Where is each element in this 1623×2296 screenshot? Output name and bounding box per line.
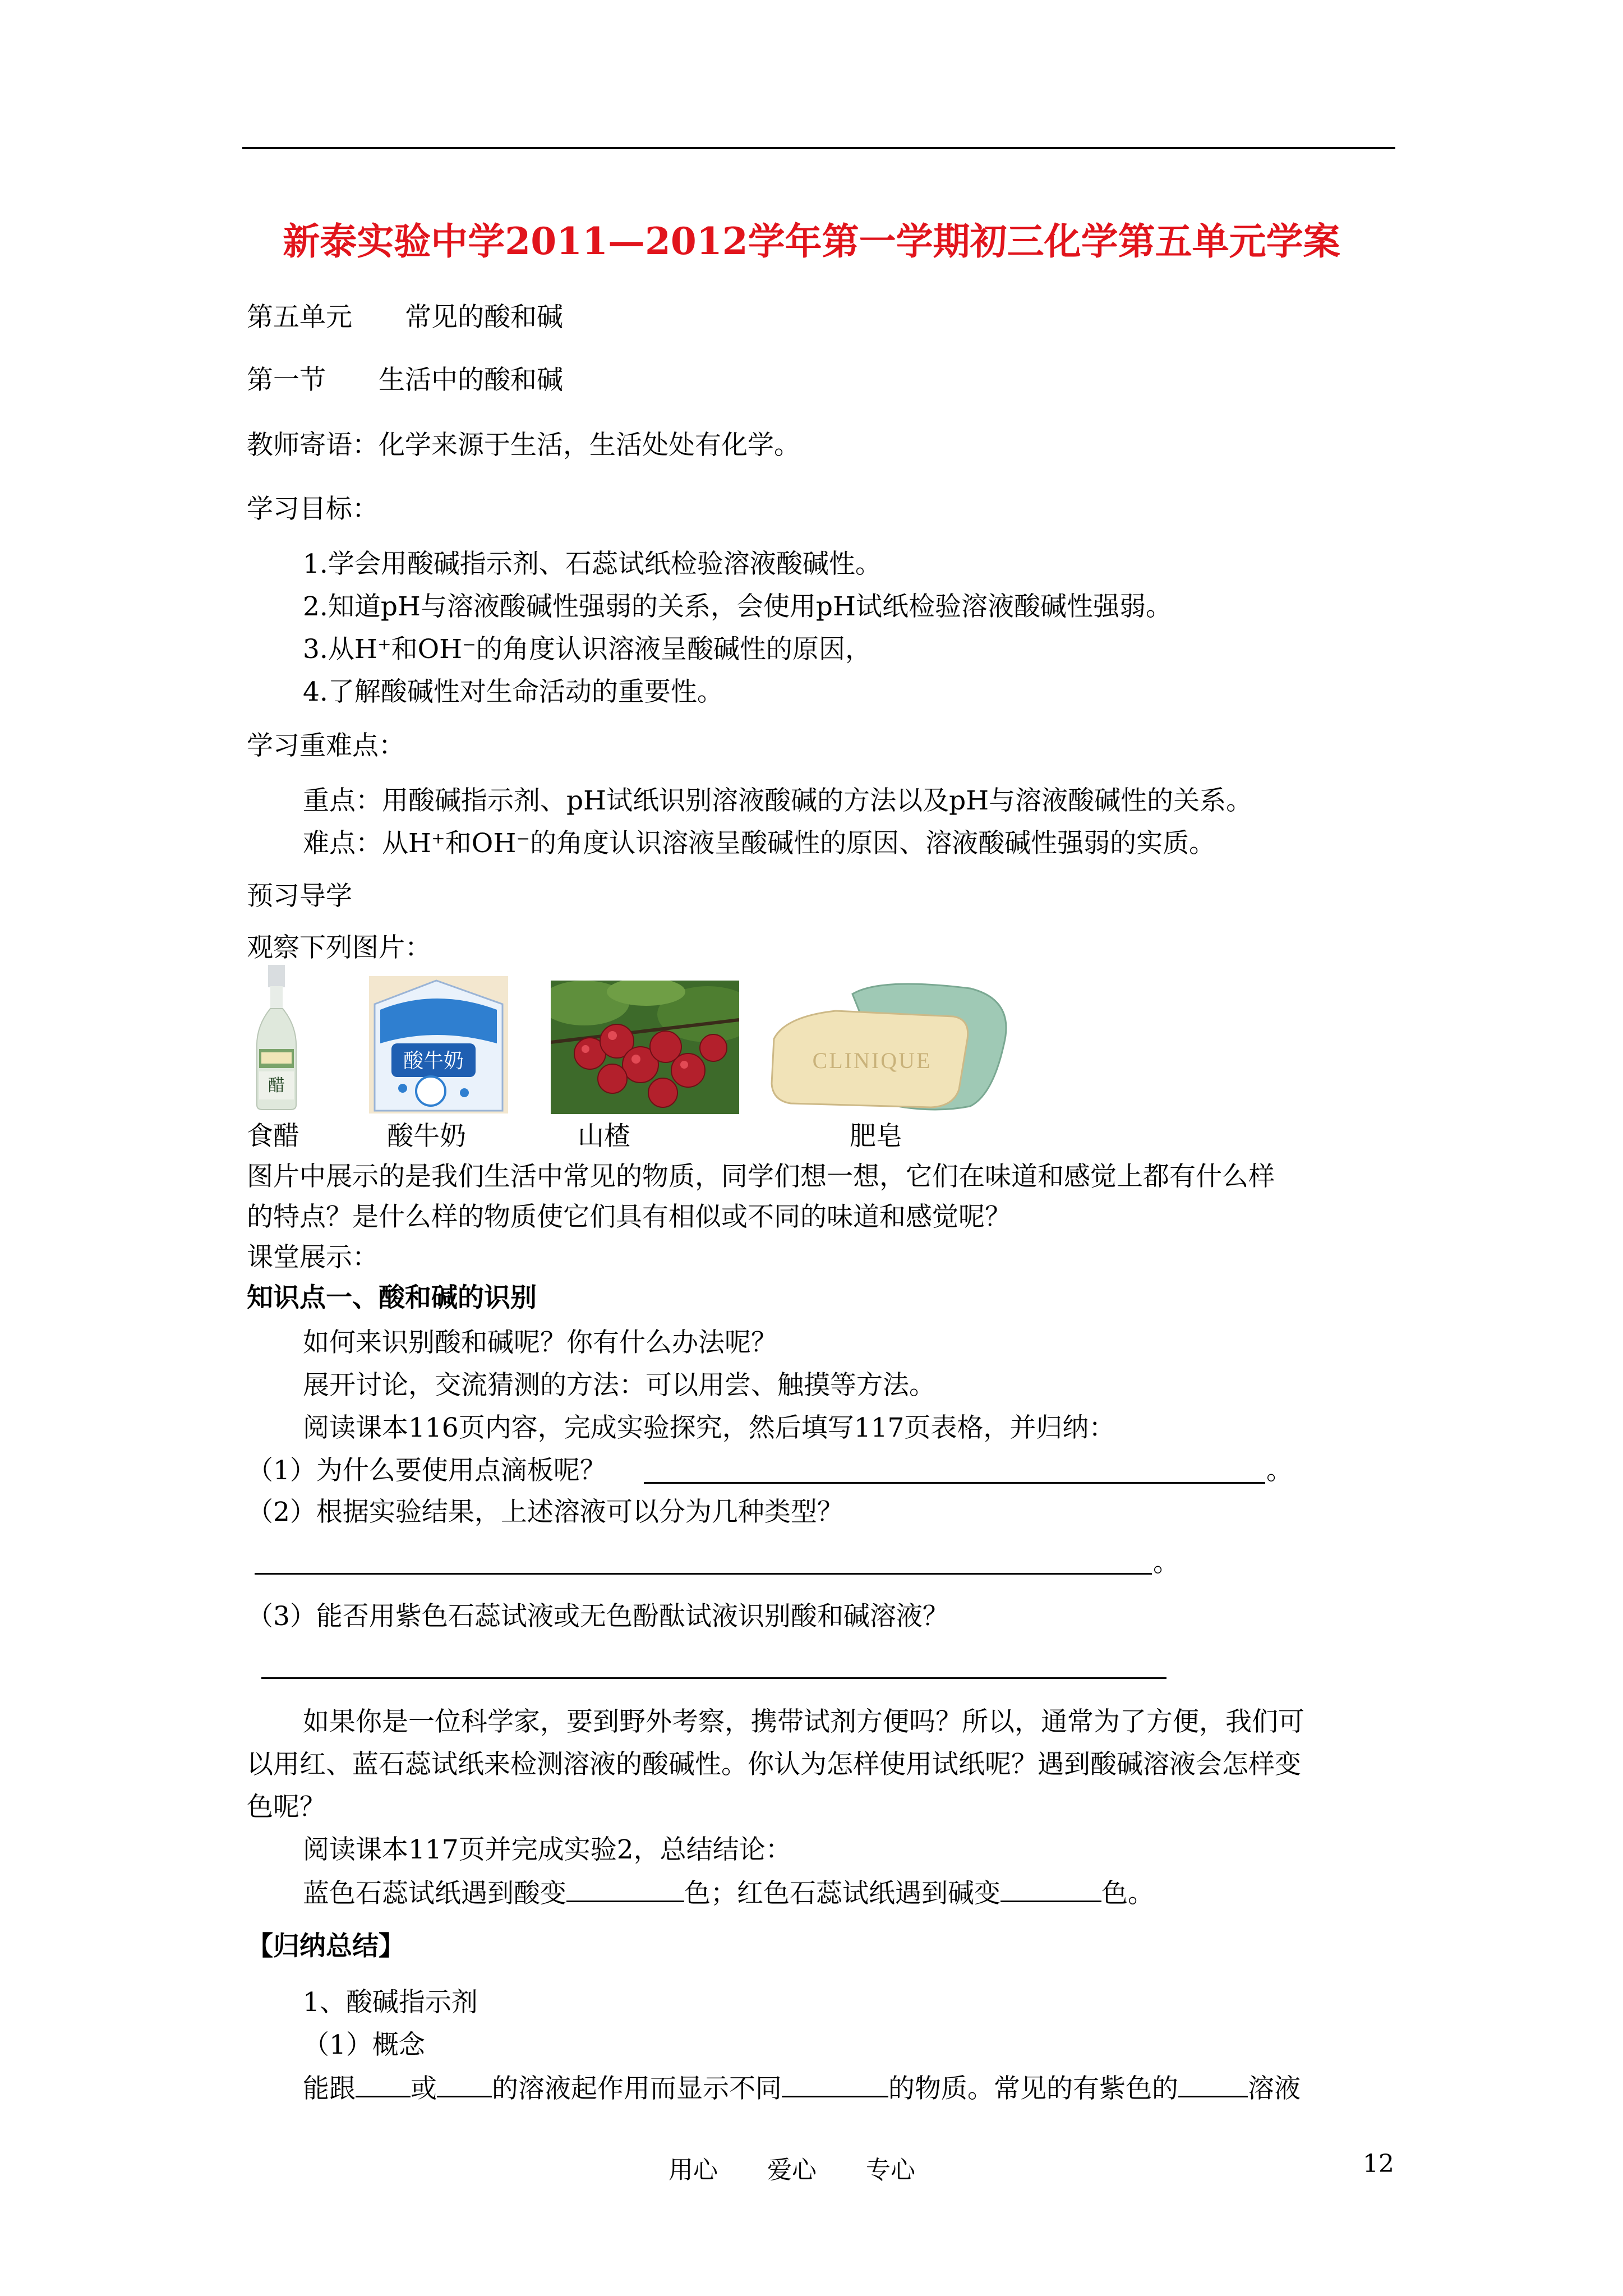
hawthorn-image [551, 981, 739, 1114]
answer-blank-1[interactable] [644, 1482, 1265, 1484]
caption-soap: 肥皂 [850, 1121, 902, 1152]
scientist-paragraph-line1: 如果你是一位科学家，要到野外考察，携带试剂方便吗？所以，通常为了方便，我们可 [303, 1706, 1304, 1737]
caption-yogurt: 酸牛奶 [387, 1121, 466, 1152]
summary-heading: 【归纳总结】 [247, 1931, 405, 1962]
answer-blank-2[interactable] [255, 1573, 1152, 1575]
document-title: 新泰实验中学2011—2012学年第一学期初三化学第五单元学案 [283, 219, 1340, 263]
goal-item: 2.知道pH与溶液酸碱性强弱的关系，会使用pH试纸检验溶液酸碱性强弱。 [303, 591, 1172, 622]
litmus-text-b: 色；红色石蕊试纸遇到碱变 [684, 1878, 1000, 1909]
page-number: 12 [1363, 2150, 1394, 2178]
kp1-question: 如何来识别酸和碱呢？你有什么办法呢？ [303, 1327, 777, 1358]
concept-text-d: 的物质。常见的有紫色的 [888, 2073, 1178, 2104]
concept-blank-3[interactable] [782, 2071, 888, 2097]
goal-item: 1.学会用酸碱指示剂、石蕊试纸检验溶液酸碱性。 [303, 549, 882, 579]
header-rule [242, 147, 1395, 149]
litmus-text-a: 蓝色石蕊试纸遇到酸变 [303, 1878, 566, 1909]
class-heading: 课堂展示： [247, 1242, 379, 1273]
summary-item-1: 1、酸碱指示剂 [303, 1987, 478, 2018]
difficult-point: 难点：从H⁺和OH⁻的角度认识溶液呈酸碱性的原因、溶液酸碱性强弱的实质。 [303, 828, 1216, 859]
vinegar-bottle-image [253, 965, 299, 1111]
key-heading: 学习重难点： [247, 730, 405, 761]
svg-text:醋: 醋 [268, 1076, 285, 1096]
litmus-blank-2[interactable] [1000, 1876, 1101, 1902]
read-117: 阅读课本117页并完成实验2，总结结论： [303, 1834, 792, 1865]
answer-blank-3[interactable] [261, 1677, 1166, 1679]
goal-item: 4.了解酸碱性对生命活动的重要性。 [303, 677, 723, 707]
scientist-paragraph-line2: 以用红、蓝石蕊试纸来检测溶液的酸碱性。你认为怎样使用试纸呢？遇到酸碱溶液会怎样变 [247, 1749, 1301, 1780]
knowledge-point-1-heading: 知识点一、酸和碱的识别 [247, 1282, 537, 1313]
key-point: 重点：用酸碱指示剂、pH试纸识别溶液酸碱的方法以及pH与溶液酸碱性的关系。 [303, 785, 1253, 816]
question-1: （1）为什么要使用点滴板呢？ [247, 1455, 606, 1486]
caption-vinegar: 食醋 [247, 1121, 299, 1152]
caption-hawthorn: 山楂 [578, 1121, 630, 1152]
preview-heading: 预习导学 [247, 881, 352, 912]
litmus-conclusion [303, 1876, 1154, 1911]
question-2: （2）根据实验结果，上述溶液可以分为几种类型？ [247, 1497, 843, 1527]
svg-text:CLINIQUE: CLINIQUE [812, 1048, 932, 1073]
scientist-paragraph-line3: 色呢？ [247, 1792, 326, 1823]
concept-blank-2[interactable] [437, 2071, 492, 2097]
goals-heading: 学习目标： [247, 494, 379, 524]
litmus-blank-1[interactable] [566, 1876, 684, 1902]
question-2-end: 。 [1153, 1547, 1179, 1578]
kp1-discussion: 展开讨论，交流猜测的方法：可以用尝、触摸等方法。 [303, 1370, 935, 1401]
footer-motto: 用心 爱心 专心 [668, 2156, 915, 2184]
question-paragraph-line2: 的特点？是什么样的物质使它们具有相似或不同的味道和感觉呢？ [247, 1202, 1011, 1232]
concept-sentence [303, 2071, 1301, 2106]
concept-text-e: 溶液 [1248, 2073, 1301, 2104]
question-3: （3）能否用紫色石蕊试液或无色酚酞试液识别酸和碱溶液？ [247, 1601, 949, 1632]
question-1-end: 。 [1266, 1455, 1293, 1486]
soap-image [768, 977, 1020, 1113]
concept-text-b: 或 [411, 2073, 437, 2104]
unit-heading: 第五单元 常见的酸和碱 [247, 302, 563, 333]
yogurt-carton-image [369, 976, 508, 1114]
concept-text-a: 能跟 [303, 2073, 356, 2104]
teacher-message: 教师寄语：化学来源于生活，生活处处有化学。 [247, 430, 800, 461]
goal-item: 3.从H⁺和OH⁻的角度认识溶液呈酸碱性的原因， [303, 634, 872, 665]
concept-blank-4[interactable] [1178, 2071, 1248, 2097]
section-heading: 第一节 生活中的酸和碱 [247, 365, 563, 395]
svg-text:酸牛奶: 酸牛奶 [403, 1050, 464, 1073]
summary-item-1-1: （1）概念 [303, 2030, 425, 2060]
litmus-text-c: 色。 [1101, 1878, 1154, 1909]
observe-label: 观察下列图片： [247, 932, 431, 963]
concept-blank-1[interactable] [356, 2071, 411, 2097]
concept-text-c: 的溶液起作用而显示不同 [492, 2073, 782, 2104]
question-paragraph-line1: 图片中展示的是我们生活中常见的物质，同学们想一想，它们在味道和感觉上都有什么样 [247, 1161, 1275, 1192]
kp1-reading: 阅读课本116页内容，完成实验探究，然后填写117页表格，并归纳： [303, 1412, 1115, 1443]
